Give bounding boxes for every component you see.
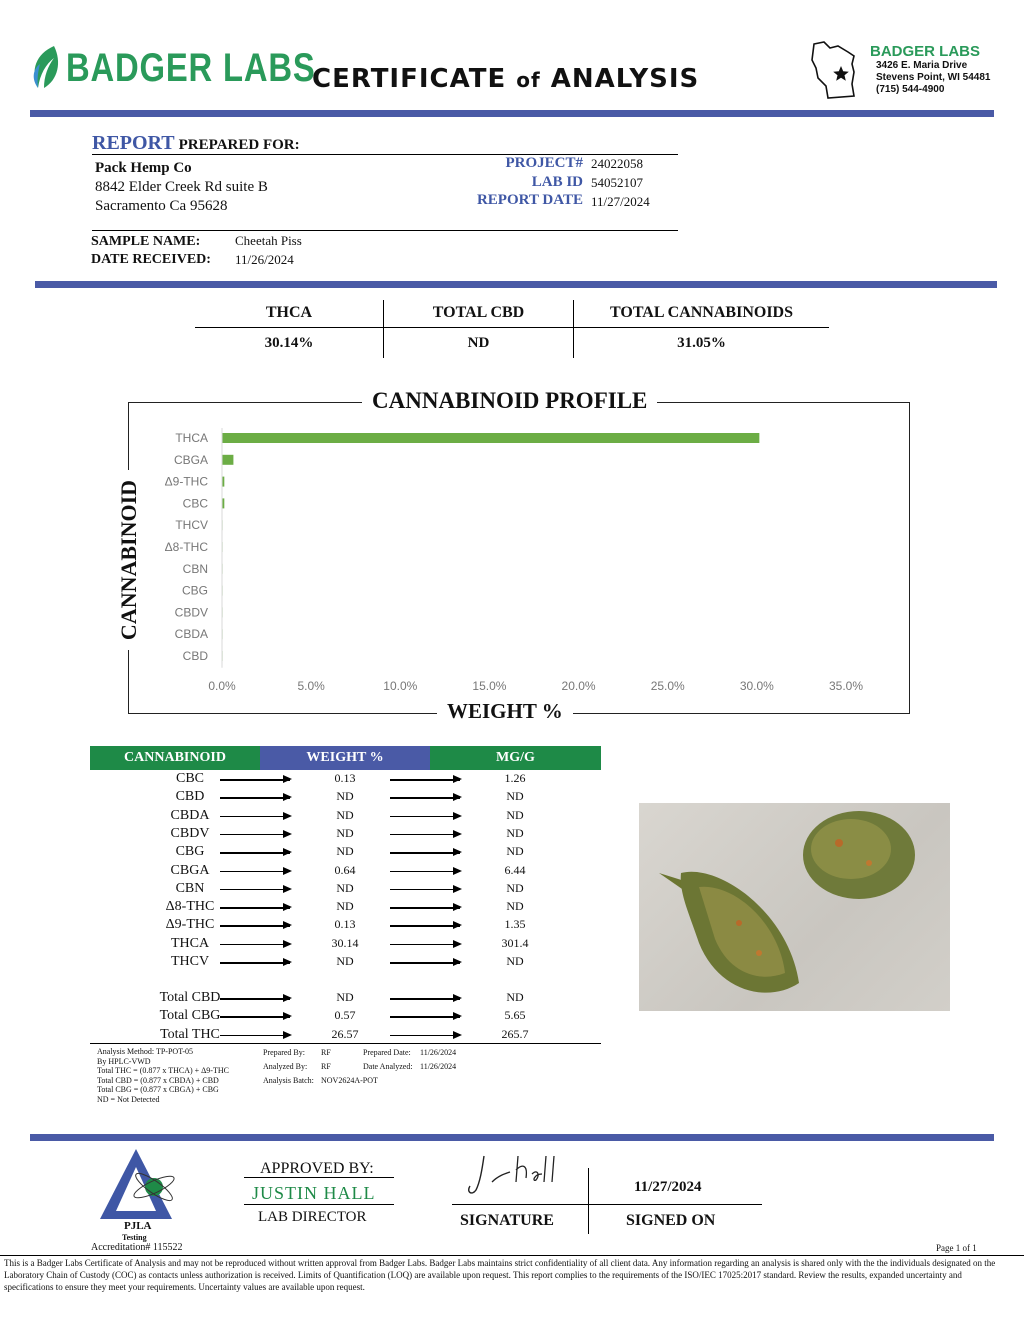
x-tick-label: 35.0% bbox=[828, 679, 864, 693]
arrow-icon bbox=[220, 779, 290, 781]
client-address1: 8842 Elder Creek Rd suite B bbox=[95, 179, 268, 195]
leaf-icon bbox=[28, 44, 64, 92]
table-row bbox=[90, 954, 610, 972]
row-cannabinoid: CBDA bbox=[170, 807, 210, 823]
divider bbox=[0, 1255, 1024, 1256]
row-weight: ND bbox=[336, 954, 354, 968]
category-label: CBD bbox=[182, 649, 208, 663]
total-row bbox=[90, 1008, 610, 1026]
summary-total-label: TOTAL CANNABINOIDS bbox=[609, 304, 793, 321]
prepared-date-label: Prepared Date: bbox=[363, 1048, 411, 1057]
category-label: CBDV bbox=[174, 605, 208, 620]
row-mg: 301.4 bbox=[501, 935, 529, 950]
logo-text: BADGER LABS bbox=[66, 46, 316, 90]
table-row bbox=[90, 844, 610, 862]
prepared-for: PREPARED FOR: bbox=[178, 137, 300, 153]
title-end: ANALYSIS bbox=[550, 64, 700, 94]
signature-label: SIGNATURE bbox=[460, 1212, 554, 1229]
table-row bbox=[90, 881, 610, 899]
summary-table bbox=[195, 300, 829, 360]
summary-thca-value: 30.14% bbox=[264, 335, 314, 351]
batch-label: Analysis Batch: bbox=[263, 1076, 314, 1085]
row-cannabinoid: CBN bbox=[175, 880, 205, 896]
category-label: CBN bbox=[182, 561, 208, 576]
analyzed-by-label: Analyzed By: bbox=[263, 1062, 308, 1071]
row-mg: ND bbox=[506, 825, 524, 840]
director-name: JUSTIN HALL bbox=[252, 1183, 376, 1203]
table-row bbox=[90, 899, 610, 917]
row-mg: ND bbox=[506, 807, 524, 822]
arrow-icon bbox=[390, 871, 460, 873]
row-mg: ND bbox=[506, 954, 524, 968]
reportdate-value: 11/27/2024 bbox=[591, 194, 650, 209]
divider bbox=[383, 300, 384, 358]
row-weight: 26.57 bbox=[331, 1026, 359, 1041]
analyzed-date: 11/26/2024 bbox=[420, 1062, 457, 1071]
divider bbox=[90, 1043, 601, 1044]
x-tick-label: 25.0% bbox=[650, 679, 685, 693]
arrow-icon bbox=[220, 871, 290, 873]
row-cannabinoid: Total CBD bbox=[159, 990, 221, 1005]
col-header-weight: WEIGHT % bbox=[260, 746, 430, 770]
row-weight: 0.13 bbox=[334, 771, 356, 785]
chart-ylabel: CANNABINOID bbox=[116, 479, 141, 641]
arrow-icon bbox=[220, 1035, 290, 1037]
table-row bbox=[90, 826, 610, 844]
arrow-icon bbox=[390, 797, 460, 799]
row-cannabinoid: THCV bbox=[170, 954, 210, 969]
note-cbd: Total CBD = (0.877 x CBDA) + CBD bbox=[97, 1075, 219, 1085]
arrow-icon bbox=[390, 889, 460, 891]
row-cannabinoid: CBC bbox=[175, 771, 204, 786]
arrow-icon bbox=[220, 998, 290, 1000]
approval-divider bbox=[30, 1134, 994, 1141]
lab-contact bbox=[870, 43, 991, 96]
wisconsin-map-icon bbox=[808, 38, 864, 102]
category-label: THCV bbox=[175, 518, 208, 533]
accreditation: Accreditation# 115522 bbox=[91, 1242, 183, 1253]
arrow-icon bbox=[220, 925, 290, 927]
row-weight: ND bbox=[336, 825, 354, 840]
row-mg: 265.7 bbox=[501, 1026, 529, 1041]
row-cannabinoid: Total THC bbox=[160, 1026, 220, 1042]
row-cannabinoid: THCA bbox=[170, 935, 210, 951]
prepared-date: 11/26/2024 bbox=[420, 1048, 457, 1057]
chart-title: CANNABINOID PROFILE bbox=[362, 388, 657, 414]
lab-address-line2: Stevens Point, WI 54481 bbox=[876, 72, 991, 83]
arrow-icon bbox=[390, 944, 460, 946]
pjla-testing: Testing bbox=[122, 1233, 147, 1242]
row-weight: 30.14 bbox=[331, 935, 359, 950]
arrow-icon bbox=[220, 816, 290, 818]
category-label: CBC bbox=[182, 496, 208, 511]
report-word: REPORT bbox=[92, 132, 175, 154]
category-label: Δ9-THC bbox=[164, 474, 208, 489]
sample-label: SAMPLE NAME: bbox=[91, 234, 201, 249]
lab-name: BADGER LABS bbox=[870, 43, 981, 60]
row-weight: ND bbox=[336, 789, 354, 804]
row-mg: ND bbox=[506, 880, 524, 895]
client-name: Pack Hemp Co bbox=[95, 160, 192, 176]
row-weight: 0.57 bbox=[334, 1008, 356, 1023]
divider bbox=[244, 1177, 394, 1178]
report-heading bbox=[92, 132, 300, 155]
row-weight: ND bbox=[336, 844, 354, 859]
title-of: of bbox=[516, 68, 541, 92]
approved-by: APPROVED BY: bbox=[260, 1160, 374, 1177]
category-label: THCA bbox=[175, 431, 208, 445]
total-row bbox=[90, 1027, 610, 1045]
category-label: CBDA bbox=[174, 627, 208, 642]
arrow-icon bbox=[390, 779, 460, 781]
row-cannabinoid: Δ8-THC bbox=[165, 899, 215, 915]
divider bbox=[92, 154, 678, 155]
chart-xlabel: WEIGHT % bbox=[437, 699, 573, 724]
x-tick-label: 20.0% bbox=[561, 679, 596, 693]
row-mg: ND bbox=[506, 990, 524, 1004]
sample-photo bbox=[639, 803, 950, 1011]
arrow-icon bbox=[220, 1016, 290, 1018]
row-mg: 5.65 bbox=[504, 1008, 526, 1023]
row-cannabinoid: Δ9-THC bbox=[165, 917, 215, 933]
labid-label: LAB ID bbox=[531, 174, 583, 190]
row-weight: ND bbox=[336, 899, 354, 914]
arrow-icon bbox=[390, 962, 460, 964]
arrow-icon bbox=[220, 797, 290, 799]
project-value: 24022058 bbox=[591, 156, 643, 171]
note-thc: Total THC = (0.877 x THCA) + Δ9-THC bbox=[97, 1066, 229, 1075]
batch: NOV2624A-POT bbox=[321, 1076, 378, 1085]
header-divider bbox=[30, 110, 994, 117]
divider bbox=[92, 230, 678, 231]
title-main: CERTIFICATE bbox=[312, 64, 507, 94]
divider bbox=[452, 1204, 762, 1205]
category-label: CBGA bbox=[173, 452, 208, 467]
row-mg: ND bbox=[506, 844, 524, 859]
row-mg: ND bbox=[506, 789, 524, 804]
note-method: Analysis Method: TP-POT-05 bbox=[97, 1047, 194, 1056]
sample-value: Cheetah Piss bbox=[235, 233, 302, 248]
row-weight: ND bbox=[336, 990, 354, 1004]
signed-date: 11/27/2024 bbox=[634, 1179, 702, 1195]
col-header-mg: MG/G bbox=[430, 746, 601, 770]
arrow-icon bbox=[390, 925, 460, 927]
arrow-icon bbox=[390, 998, 460, 1000]
received-value: 11/26/2024 bbox=[235, 252, 294, 267]
divider bbox=[588, 1168, 589, 1234]
disclaimer: This is a Badger Labs Certificate of Analysis and may not be reproduced without written approval from Badger Labs. Badger Labs maintains strict confidentiality of all client data. Any information regarding an analysis is shared only with the the individuals designated on the Laboratory Chain of Custody (COC) as contacts unless authorization is received. Limits of Quantification (LOQ) are available upon request. This report complies to the requirements of the ISO/IEC 17025:2017 standard. Review the results, expanded uncertainty and specifications to ensure they meet your requirements. Uncertainty values are available upon request. bbox=[4, 1258, 996, 1292]
pjla-text: PJLA bbox=[124, 1220, 152, 1232]
prepared-by: RF bbox=[321, 1048, 331, 1057]
arrow-icon bbox=[220, 962, 290, 964]
x-tick-label: 15.0% bbox=[472, 679, 507, 693]
labid-value: 54052107 bbox=[591, 175, 643, 190]
analyzed-by: RF bbox=[321, 1062, 331, 1071]
row-weight: 0.64 bbox=[334, 862, 356, 877]
row-cannabinoid: CBG bbox=[175, 844, 205, 860]
signed-on-label: SIGNED ON bbox=[626, 1212, 716, 1229]
table-row bbox=[90, 863, 610, 881]
logo bbox=[28, 44, 316, 94]
summary-cbd-value: ND bbox=[467, 335, 490, 351]
arrow-icon bbox=[220, 944, 290, 946]
bar-THCA bbox=[222, 433, 759, 443]
x-tick-label: 5.0% bbox=[297, 679, 325, 693]
client-address2: Sacramento Ca 95628 bbox=[95, 198, 228, 214]
arrow-icon bbox=[390, 907, 460, 909]
pjla-logo bbox=[96, 1145, 196, 1225]
divider bbox=[195, 327, 829, 328]
divider bbox=[244, 1204, 394, 1205]
arrow-icon bbox=[390, 816, 460, 818]
results-table bbox=[90, 746, 601, 1046]
row-mg: 1.26 bbox=[504, 771, 526, 785]
arrow-icon bbox=[220, 889, 290, 891]
director-title: LAB DIRECTOR bbox=[258, 1209, 367, 1225]
row-weight: ND bbox=[336, 807, 354, 822]
lab-phone: (715) 544-4900 bbox=[876, 84, 945, 95]
signature-image bbox=[462, 1152, 572, 1200]
cannabis-bud-image bbox=[639, 803, 950, 1011]
category-label: CBG bbox=[181, 583, 208, 598]
note-cbg: Total CBG = (0.877 x CBGA) + CBG bbox=[97, 1085, 219, 1094]
x-tick-label: 10.0% bbox=[383, 679, 418, 693]
row-weight: 0.13 bbox=[334, 917, 356, 932]
arrow-icon bbox=[390, 1035, 460, 1037]
x-tick-label: 30.0% bbox=[739, 679, 774, 693]
reportdate-label: REPORT DATE bbox=[476, 192, 583, 208]
row-mg: 6.44 bbox=[504, 862, 526, 877]
arrow-icon bbox=[220, 852, 290, 854]
arrow-icon bbox=[220, 907, 290, 909]
prep-notes bbox=[263, 1048, 483, 1088]
table-row bbox=[90, 771, 610, 789]
received-label: DATE RECEIVED: bbox=[91, 252, 211, 267]
summary-total-value: 31.05% bbox=[677, 335, 726, 351]
prepared-by-label: Prepared By: bbox=[263, 1048, 305, 1057]
arrow-icon bbox=[220, 834, 290, 836]
row-cannabinoid: CBGA bbox=[170, 862, 210, 878]
note-nd: ND = Not Detected bbox=[97, 1094, 160, 1104]
summary-thca-label: THCA bbox=[265, 304, 313, 321]
row-weight: ND bbox=[336, 880, 354, 895]
arrow-icon bbox=[390, 1016, 460, 1018]
arrow-icon bbox=[390, 852, 460, 854]
row-cannabinoid: CBDV bbox=[170, 825, 210, 841]
page-number: Page 1 of 1 bbox=[936, 1243, 977, 1253]
section-divider bbox=[35, 281, 997, 288]
lab-address-line1: 3426 E. Maria Drive bbox=[876, 60, 968, 71]
total-row bbox=[90, 990, 610, 1008]
col-header-cannabinoid: CANNABINOID bbox=[90, 746, 260, 770]
category-label: Δ8-THC bbox=[164, 540, 208, 554]
row-cannabinoid: CBD bbox=[175, 789, 205, 805]
method-notes bbox=[97, 1047, 229, 1104]
note-by: By HPLC-VWD bbox=[97, 1056, 151, 1066]
arrow-icon bbox=[390, 834, 460, 836]
cannabinoid-chart bbox=[150, 418, 864, 708]
table-row bbox=[90, 789, 610, 807]
project-label: PROJECT# bbox=[505, 155, 583, 171]
row-mg: ND bbox=[506, 899, 524, 914]
table-row bbox=[90, 917, 610, 935]
bar-CBGA bbox=[222, 455, 233, 465]
page-title bbox=[312, 64, 699, 94]
summary-cbd-label: TOTAL CBD bbox=[432, 304, 525, 321]
chart-ylabel-wrap bbox=[114, 470, 144, 650]
x-tick-label: 0.0% bbox=[208, 679, 236, 693]
row-mg: 1.35 bbox=[504, 917, 526, 932]
divider bbox=[573, 300, 574, 358]
table-row bbox=[90, 808, 610, 826]
analyzed-date-label: Date Analyzed: bbox=[363, 1062, 413, 1071]
table-row bbox=[90, 936, 610, 954]
row-cannabinoid: Total CBG bbox=[159, 1008, 221, 1024]
